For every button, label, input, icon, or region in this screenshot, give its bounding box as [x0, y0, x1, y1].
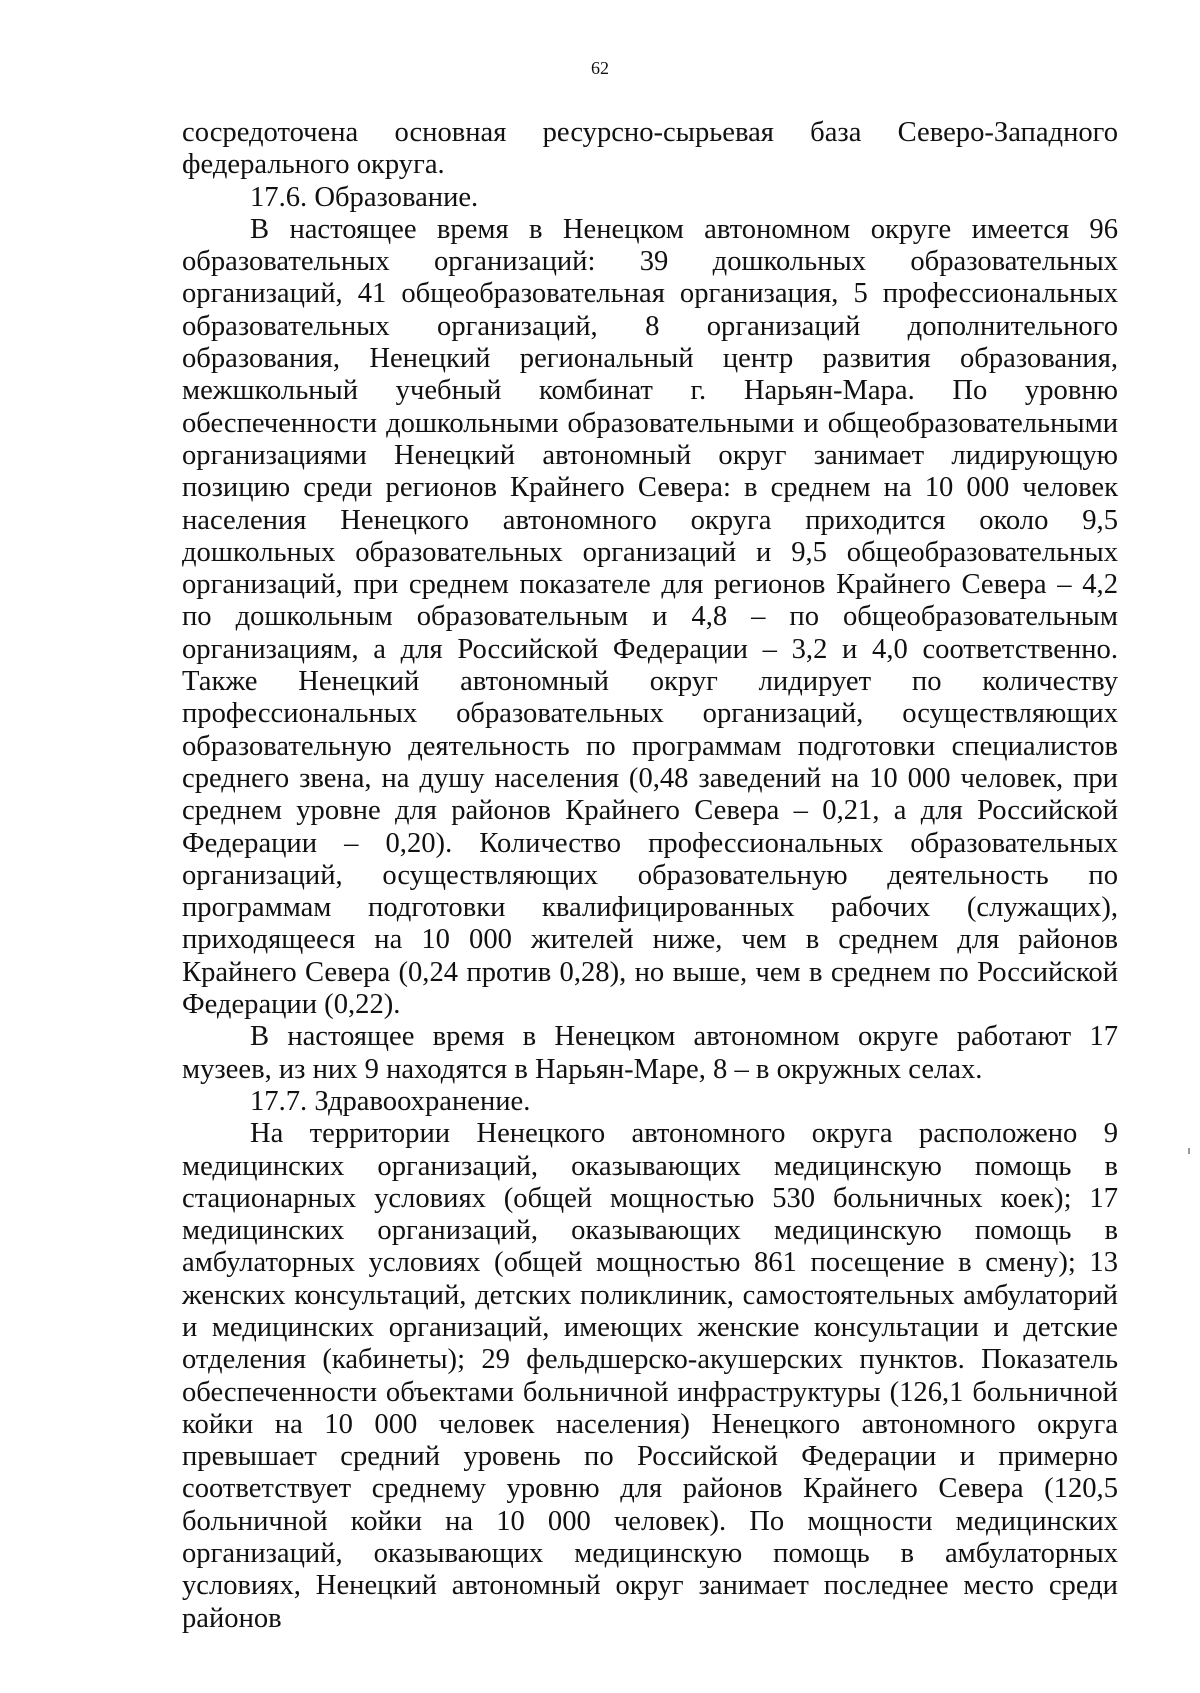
section-heading-healthcare: 17.7. Здравоохранение.	[250, 1085, 531, 1117]
paragraph-education: В настоящее время в Ненецком автономном округе имеется 96 образовательных организаций: 39 дошкольных образовательных организаций, 41 общеобразовательная организация, 5 профессиональных образовательных организаций, 8 организаций дополнительного образования, Ненецкий региональный центр развития образования, межшкольный учебный комбинат г. Нарьян-Мара. По уровню обеспеченности дошкольными образовательными и общеобразовательными организациями Ненецкий автономный округ занимает лидирующую позицию среди регионов Крайнего Севера: в среднем на 10 000 человек населения Ненецкого автономного округа приходится около 9,5 дошкольных образовательных организаций и 9,5 общеобразовательных организаций, при среднем показателе для регионов Крайнего Севера – 4,2 по дошкольным образовательным и 4,8 – по общеобразовательным организациям, а для Российской Федерации – 3,2 и 4,0 соответственно. Также Ненецкий автономный округ лидирует по количеству профессиональных образовательных организаций, осуществляющих образовательную деятельность по программам подготовки специалистов среднего звена, на душу населения (0,48 заведений на 10 000 человек, при среднем уровне для районов Крайнего Севера – 0,21, а для Российской Федерации – 0,20). Количество профессиональных образовательных организаций, осуществляющих образовательную деятельность по программам подготовки квалифицированных рабочих (служащих), приходящееся на 10 000 жителей ниже, чем в среднем для районов Крайнего Севера (0,24 против 0,28), но выше, чем в среднем по Российской Федерации (0,22).	[182, 213, 1118, 1021]
document-body	[182, 117, 1118, 1635]
page-number: 62	[591, 58, 609, 78]
scan-margin-mark	[1188, 1148, 1190, 1154]
section-heading-education: 17.6. Образование.	[250, 181, 479, 213]
paragraph-museums: В настоящее время в Ненецком автономном округе работают 17 музеев, из них 9 находятся в Нарьян-Маре, 8 – в окружных селах.	[182, 1021, 1118, 1085]
paragraph-healthcare: На территории Ненецкого автономного округа расположено 9 медицинских организаций, оказывающих медицинскую помощь в стационарных условиях (общей мощностью 530 больничных коек); 17 медицинских организаций, оказывающих медицинскую помощь в амбулаторных условиях (общей мощностью 861 посещение в смену); 13 женских консультаций, детских поликлиник, самостоятельных амбулаторий и медицинских организаций, имеющих женские консультации и детские отделения (кабинеты); 29 фельдшерско-акушерских пунктов. Показатель обеспеченности объектами больничной инфраструктуры (126,1 больничной койки на 10 000 человек населения) Ненецкого автономного округа превышает средний уровень по Российской Федерации и примерно соответствует среднему уровню для районов Крайнего Севера (120,5 больничной койки на 10 000 человек). По мощности медицинских организаций, оказывающих медицинскую помощь в амбулаторных условиях, Ненецкий автономный округ занимает последнее место среди районов	[182, 1118, 1118, 1634]
paragraph-continuation: сосредоточена основная ресурсно-сырьевая база Северо-Западного федерального округа.	[182, 117, 1118, 181]
